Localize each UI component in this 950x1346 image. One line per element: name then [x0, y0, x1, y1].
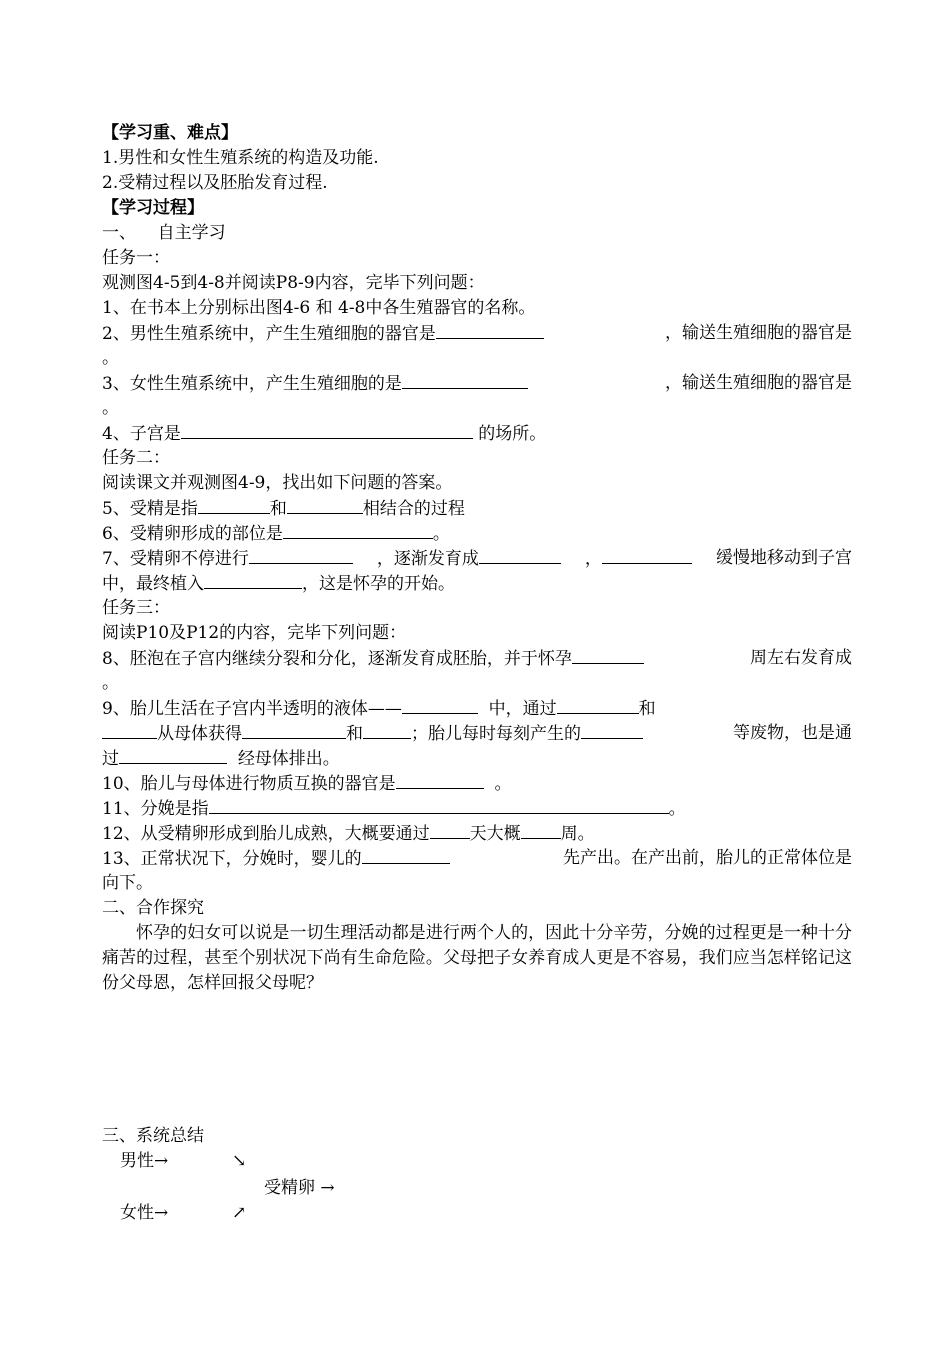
question-7-line2-text-b: ，这是怀孕的开始。: [302, 574, 455, 594]
summary-female: 女性→: [120, 1203, 169, 1223]
question-2-end: 。: [102, 348, 119, 368]
answer-space[interactable]: [102, 996, 852, 1124]
answer-blank[interactable]: [198, 496, 270, 514]
task2-title: 任务二：: [102, 448, 170, 468]
answer-blank[interactable]: [402, 371, 528, 389]
answer-blank[interactable]: [362, 846, 450, 864]
question-10-text-b: 。: [494, 774, 512, 794]
question-9-line3-text: 过: [102, 749, 119, 769]
question-9-line2-text-b: 和: [346, 724, 363, 744]
summary-diagram: [102, 1149, 852, 1249]
answer-blank[interactable]: [249, 546, 353, 564]
question-8-text: 8、胚泡在子宫内继续分裂和分化，逐渐发育成胚胎，并于怀孕: [102, 649, 572, 669]
question-7-text: 7、受精卵不停进行: [102, 549, 249, 569]
key-point-1: 1.男性和女性生殖系统的构造及功能.: [102, 148, 379, 168]
answer-blank[interactable]: [402, 696, 478, 714]
answer-blank[interactable]: [287, 496, 363, 514]
answer-blank[interactable]: [521, 821, 561, 839]
answer-blank[interactable]: [436, 321, 544, 339]
question-12-text: 12、从受精卵形成到胎儿成熟，大概要通过: [102, 824, 430, 844]
summary-zygote: 受精卵 →: [264, 1178, 335, 1198]
question-11: [102, 796, 852, 821]
question-10: [102, 771, 852, 796]
question-13: [102, 846, 852, 871]
question-6-text-b: 。: [432, 524, 450, 544]
question-9-line2-text: 从母体获得: [157, 724, 242, 744]
question-12-text-b: 天大概: [469, 824, 521, 844]
section-cooperative-inquiry: 二、合作探究: [102, 898, 204, 918]
question-4-text: 4、子宫是: [102, 424, 181, 444]
question-11-text-b: 。: [668, 799, 686, 819]
summary-male: 男性→: [120, 1151, 169, 1171]
question-5-text-c: 相结合的过程: [362, 499, 465, 519]
question-8-end: 。: [102, 673, 119, 693]
question-11-text: 11、分娩是指: [102, 799, 209, 819]
key-point-2: 2.受精过程以及胚胎发育过程.: [102, 173, 328, 193]
answer-blank[interactable]: [479, 546, 561, 564]
answer-blank[interactable]: [363, 721, 411, 739]
inquiry-paragraph: 怀孕的妇女可以说是一切生理活动都是进行两个人的，因此十分辛劳，分娩的过程更是一种十分痛苦的过程，甚至个别状况下尚有生命危险。父母把子女养育成人更是不容易，我们应当怎样铭记这份父母恩，怎样回报父母呢？: [102, 923, 852, 993]
question-6: [102, 521, 852, 546]
answer-blank[interactable]: [119, 746, 227, 764]
question-9: [102, 696, 852, 721]
task2-intro: 阅读课文并观测图4-9，找出如下问题的答案。: [102, 473, 453, 493]
question-3-end: 。: [102, 398, 119, 418]
answer-blank[interactable]: [242, 721, 346, 739]
question-7-line2: [102, 571, 852, 596]
question-9-text-c: 和: [638, 699, 656, 719]
process-heading: 【学习过程】: [102, 198, 204, 218]
answer-blank[interactable]: [430, 821, 470, 839]
question-7-text-d: 缓慢地移动到子宫: [715, 548, 852, 568]
question-8: [102, 646, 852, 671]
question-13-text: 13、正常状况下，分娩时，婴儿的: [102, 849, 362, 869]
answer-blank[interactable]: [572, 646, 644, 664]
section-summary: 三、系统总结: [102, 1126, 204, 1146]
question-2: [102, 321, 852, 346]
question-3: [102, 371, 852, 396]
answer-blank[interactable]: [396, 771, 484, 789]
answer-blank[interactable]: [204, 571, 302, 589]
question-12: [102, 821, 852, 846]
worksheet: [102, 121, 852, 1249]
question-5-text-b: 和: [269, 499, 287, 519]
question-7: [102, 546, 852, 571]
question-9-line3: [102, 746, 852, 771]
answer-blank[interactable]: [209, 796, 669, 814]
question-8-text-b: 周左右发育成: [750, 648, 852, 668]
question-2-text: 2、男性生殖系统中，产生生殖细胞的器官是: [102, 324, 436, 344]
task3-title: 任务三：: [102, 598, 170, 618]
task3-intro: 阅读P10及P12的内容，完毕下列问题：: [102, 623, 407, 643]
question-3-text-b: ，输送生殖细胞的器官是: [665, 373, 852, 393]
question-7-line2-text: 中，最终植入: [102, 574, 204, 594]
answer-blank[interactable]: [283, 521, 433, 539]
task1-intro: 观测图4-5到4-8并阅读P8-9内容，完毕下列问题：: [102, 273, 485, 293]
question-9-text-b: 中，通过: [488, 699, 557, 719]
answer-blank[interactable]: [602, 546, 692, 564]
question-9-line2: [102, 721, 852, 746]
task1-title: 任务一：: [102, 248, 170, 268]
question-7-text-b: ，逐渐发育成: [376, 549, 479, 569]
question-5-text: 5、受精是指: [102, 499, 198, 519]
question-3-text: 3、女性生殖系统中，产生生殖细胞的是: [102, 374, 402, 394]
question-4: [102, 421, 852, 446]
answer-blank[interactable]: [557, 696, 639, 714]
question-13-text-b: 先产出。在产出前，胎儿的正常体位是: [563, 848, 852, 868]
question-1: 1、在书本上分别标出图4-6 和 4-8中各生殖器官的名称。: [102, 298, 536, 318]
key-points-heading: 【学习重、难点】: [102, 123, 238, 143]
arrow-down-right-icon: ↘: [232, 1151, 247, 1171]
question-9-line2-text-d: 等废物，也是通: [733, 723, 852, 743]
question-10-text: 10、胎儿与母体进行物质互换的器官是: [102, 774, 396, 794]
question-5: [102, 496, 852, 521]
section-self-study: 一、 自主学习: [102, 223, 226, 243]
question-4-text-b: 的场所。: [478, 424, 547, 444]
answer-blank[interactable]: [181, 421, 473, 439]
question-9-line2-text-c: ；胎儿每时每刻产生的: [411, 724, 581, 744]
question-9-text: 9、胎儿生活在子宫内半透明的液体——: [102, 699, 402, 719]
answer-blank[interactable]: [581, 721, 643, 739]
answer-blank[interactable]: [102, 721, 157, 739]
question-6-text: 6、受精卵形成的部位是: [102, 524, 283, 544]
question-2-text-b: ，输送生殖细胞的器官是: [665, 323, 852, 343]
arrow-up-right-icon: ↗: [232, 1203, 247, 1223]
question-12-text-c: 周。: [560, 824, 595, 844]
question-9-line3-text-b: 经母体排出。: [237, 749, 340, 769]
question-13-line2: 向下。: [102, 873, 153, 893]
question-7-text-c: ，: [584, 549, 602, 569]
